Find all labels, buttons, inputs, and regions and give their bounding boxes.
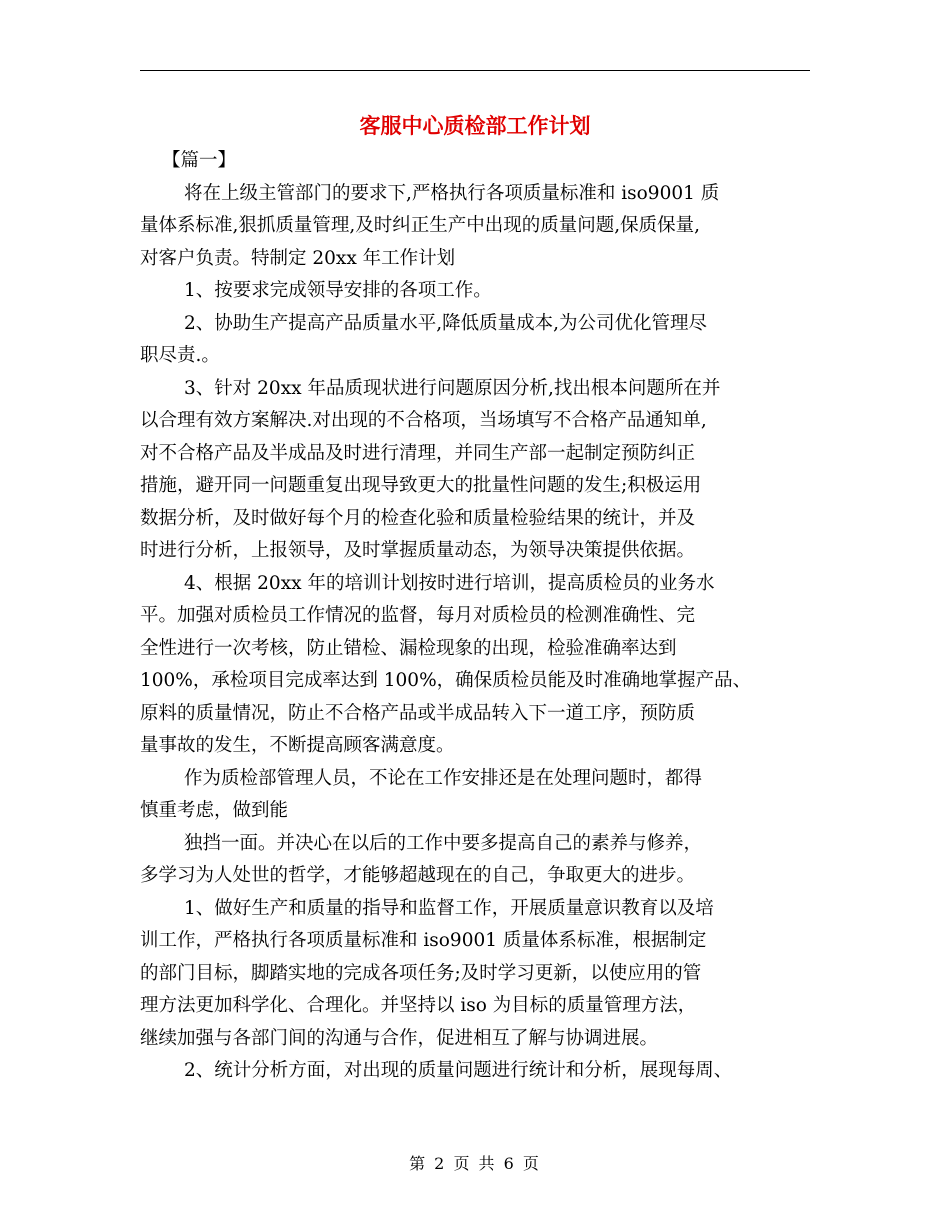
list-item-line: 数据分析，及时做好每个月的检查化验和质量检验结果的统计，并及 — [140, 507, 696, 529]
list-item-line: 训工作，严格执行各项质量标准和 iso9001 质量体系标准，根据制定 — [140, 930, 707, 951]
list-item-line: 以合理有效方案解决.对出现的不合格项，当场填写不合格产品通知单, — [140, 410, 707, 431]
list-item-line: 2、统计分析方面，对出现的质量问题进行统计和分析，展现每周、 — [184, 1060, 733, 1081]
list-item-line: 1、按要求完成领导安排的各项工作。 — [184, 280, 492, 301]
list-item-line: 3、针对 20xx 年品质现状进行问题原因分析,找出根本问题所在并 — [184, 377, 721, 399]
page-number-footer: 第 2 页 共 6 页 — [409, 1154, 541, 1173]
section-label: 【篇一】 — [162, 150, 237, 171]
list-item-line: 1、做好生产和质量的指导和监督工作，开展质量意识教育以及培 — [184, 897, 714, 919]
list-item-line: 对不合格产品及半成品及时进行清理，并同生产部一起制定预防纠正 — [140, 442, 696, 464]
list-item-line: 措施，避开同一问题重复出现导致更大的批量性问题的发生;积极运用 — [140, 475, 702, 496]
list-item-line: 4、根据 20xx 年的培训计划按时进行培训，提高质检员的业务水 — [184, 572, 715, 594]
list-item-line: 继续加强与各部门间的沟通与合作，促进相互了解与协调进展。 — [140, 1027, 659, 1049]
list-item-line: 时进行分析，上报领导，及时掌握质量动态，为领导决策提供依据。 — [140, 540, 696, 561]
list-item-line: 量事故的发生，不断提高顾客满意度。 — [140, 735, 455, 756]
paragraph-line: 对客户负责。特制定 20xx 年工作计划 — [140, 247, 456, 269]
paragraph-line: 独挡一面。并决心在以后的工作中要多提高自己的素养与修养， — [184, 832, 703, 854]
document-title: 客服中心质检部工作计划 — [359, 113, 591, 138]
paragraph-line: 多学习为人处世的哲学，才能够超越现在的自己，争取更大的进步。 — [140, 865, 696, 886]
header-rule — [140, 70, 810, 71]
list-item-line: 的部门目标，脚踏实地的完成各项任务;及时学习更新，以使应用的管 — [140, 962, 702, 984]
list-item-line: 2、协助生产提高产品质量水平,降低质量成本,为公司优化管理尽 — [184, 312, 708, 334]
paragraph-line: 将在上级主管部门的要求下,严格执行各项质量标准和 iso9001 质 — [184, 182, 720, 204]
document-body — [140, 145, 820, 1088]
list-item-line: 100%，承检项目完成率达到 100%，确保质检员能及时准确地掌握产品、 — [140, 670, 752, 691]
list-item-line: 平。加强对质检员工作情况的监督，每月对质检员的检测准确性、完 — [140, 605, 696, 626]
list-item-line: 全性进行一次考核，防止错检、漏检现象的出现，检验准确率达到 — [140, 637, 677, 659]
list-item-line: 职尽责.。 — [140, 345, 220, 366]
list-item-line: 原料的质量情况，防止不合格产品或半成品转入下一道工序，预防质 — [140, 702, 696, 724]
paragraph-line: 量体系标准,狠抓质量管理,及时纠正生产中出现的质量问题,保质保量, — [140, 215, 701, 236]
paragraph-line: 作为质检部管理人员，不论在工作安排还是在处理问题时，都得 — [184, 767, 703, 789]
list-item-line: 理方法更加科学化、合理化。并坚持以 iso 为目标的质量管理方法， — [140, 995, 697, 1016]
paragraph-line: 慎重考虑，做到能 — [140, 800, 289, 821]
